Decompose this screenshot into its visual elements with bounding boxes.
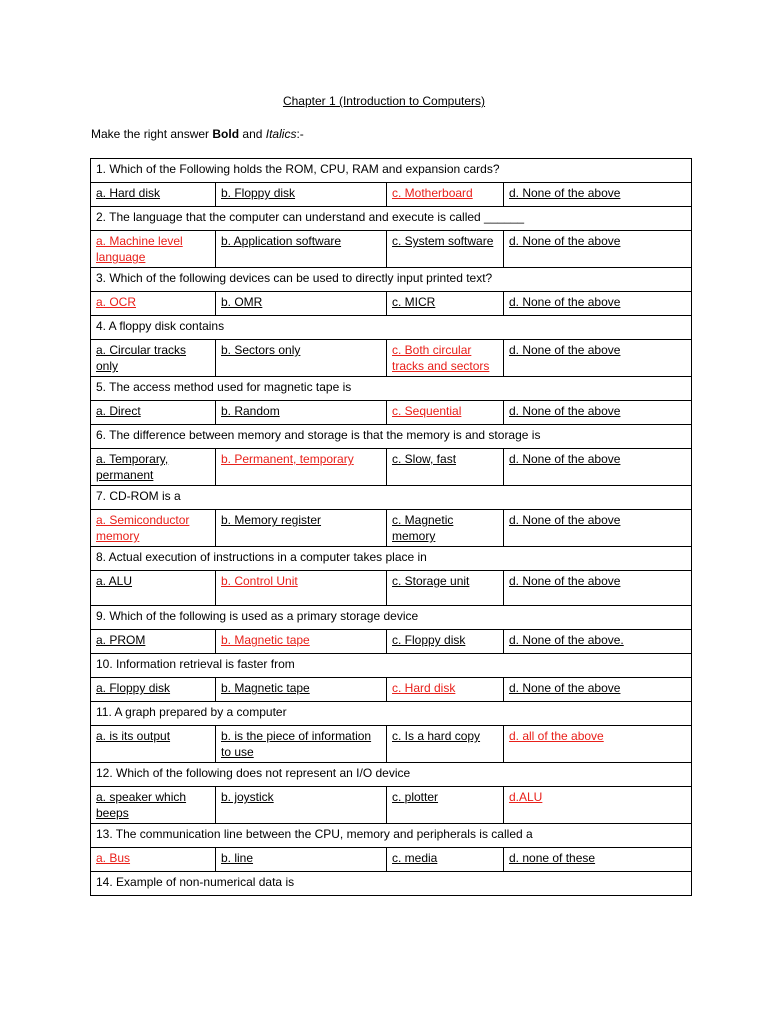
answer-option-label: c. plotter [392,790,439,804]
answer-row [91,183,692,207]
question-row [91,207,692,231]
question-text: 6. The difference between memory and storage is that the memory is and storage is [91,425,692,449]
answer-option[interactable] [504,231,692,268]
answer-option[interactable] [216,401,387,425]
answer-option-label: d. None of the above [509,513,621,527]
answer-option-label: b. Floppy disk [221,186,296,200]
answer-option[interactable] [91,787,216,824]
question-row [91,268,692,292]
question-row [91,547,692,571]
answer-option[interactable] [91,183,216,207]
answer-option[interactable] [91,449,216,486]
answer-option[interactable] [91,571,216,606]
answer-option[interactable] [504,183,692,207]
question-text: 1. Which of the Following holds the ROM, CPU, RAM and expansion cards? [91,159,692,183]
answer-option[interactable] [216,726,387,763]
answer-option-label: d. None of the above [509,404,621,418]
answer-option-label: d. None of the above [509,574,621,588]
answer-option-correct[interactable] [91,848,216,872]
answer-option-label: d. all of the above [509,729,604,743]
answer-option[interactable] [216,340,387,377]
answer-option-label: a. OCR [96,295,137,309]
answer-option-label: c. Both circular tracks and sectors [392,343,490,373]
question-row [91,316,692,340]
answer-option-label: c. Motherboard [392,186,473,200]
answer-row [91,726,692,763]
answer-option-label: b. Magnetic tape [221,633,310,647]
answer-option[interactable] [504,401,692,425]
answer-option-correct[interactable] [91,231,216,268]
answer-option-label: b. Control Unit [221,574,298,588]
answer-row [91,571,692,606]
answer-option-label: d. none of these [509,851,596,865]
answer-option-label: c. Floppy disk [392,633,466,647]
answer-option-label: d. None of the above [509,452,621,466]
answer-option[interactable] [91,678,216,702]
answer-option-label: c. Slow, fast [392,452,457,466]
answer-option-label: c. Storage unit [392,574,470,588]
answer-option-label: d. None of the above. [509,633,624,647]
quiz-table [90,158,692,896]
answer-row [91,630,692,654]
answer-row [91,449,692,486]
answer-option-label: d. None of the above [509,295,621,309]
answer-option-correct[interactable] [387,183,504,207]
answer-option[interactable] [91,401,216,425]
instruction-italic: Italics [265,127,297,141]
answer-row [91,401,692,425]
answer-option[interactable] [504,292,692,316]
answer-row [91,340,692,377]
answer-option[interactable] [387,231,504,268]
answer-option[interactable] [216,510,387,547]
question-row [91,763,692,787]
answer-option-label: a. Temporary, permanent [96,452,169,482]
answer-option-correct[interactable] [504,787,692,824]
question-text: 14. Example of non-numerical data is [91,872,692,896]
question-text: 7. CD-ROM is a [91,486,692,510]
answer-option[interactable] [387,571,504,606]
answer-option[interactable] [387,787,504,824]
question-row [91,159,692,183]
answer-row [91,787,692,824]
answer-option[interactable] [504,340,692,377]
question-row [91,824,692,848]
answer-option-label: a. Bus [96,851,131,865]
answer-option-correct[interactable] [387,340,504,377]
answer-option[interactable] [504,449,692,486]
answer-row [91,678,692,702]
question-text: 2. The language that the computer can understand and execute is called ______ [91,207,692,231]
answer-option-label: a. Direct [96,404,141,418]
answer-option-label: d.ALU [509,790,543,804]
answer-option-label: b. Application software [221,234,342,248]
answer-option-correct[interactable] [387,678,504,702]
question-row [91,872,692,896]
answer-option[interactable] [216,787,387,824]
answer-option[interactable] [504,630,692,654]
answer-option-label: b. joystick [221,790,274,804]
answer-option[interactable] [387,848,504,872]
answer-option-label: c. Sequential [392,404,462,418]
question-text: 3. Which of the following devices can be used to directly input printed text? [91,268,692,292]
instruction-bold: Bold [212,127,240,141]
answer-option[interactable] [216,848,387,872]
answer-option[interactable] [387,292,504,316]
question-text: 5. The access method used for magnetic tape is [91,377,692,401]
answer-option[interactable] [504,510,692,547]
answer-option[interactable] [504,678,692,702]
instruction-prefix: Make the right answer [91,127,213,141]
answer-option[interactable] [504,571,692,606]
answer-option[interactable] [91,726,216,763]
answer-option-label: b. Random [221,404,280,418]
answer-option-label: c. Is a hard copy [392,729,481,743]
answer-option-label: a. Hard disk [96,186,161,200]
answer-option[interactable] [91,630,216,654]
answer-option-label: c. media [392,851,438,865]
answer-option-label: b. Memory register [221,513,322,527]
answer-option-correct[interactable] [91,510,216,547]
answer-option-label: c. Hard disk [392,681,456,695]
answer-option[interactable] [216,292,387,316]
answer-option-correct[interactable] [504,726,692,763]
answer-option[interactable] [91,340,216,377]
answer-option-label: a. ALU [96,574,133,588]
question-row [91,486,692,510]
answer-option-correct[interactable] [387,401,504,425]
answer-option-correct[interactable] [216,630,387,654]
answer-option[interactable] [387,449,504,486]
page-title: Chapter 1 (Introduction to Computers) [282,94,486,108]
answer-option[interactable] [387,630,504,654]
answer-option-label: a. PROM [96,633,146,647]
question-text: 9. Which of the following is used as a primary storage device [91,606,692,630]
question-text: 10. Information retrieval is faster from [91,654,692,678]
answer-row [91,292,692,316]
answer-option-label: d. None of the above [509,681,621,695]
answer-option-label: a. Semiconductor memory [96,513,190,543]
answer-option-label: b. OMR [221,295,263,309]
answer-option-label: b. is the piece of information to use [221,729,372,759]
question-text: 4. A floppy disk contains [91,316,692,340]
answer-option-label: c. Magnetic memory [392,513,454,543]
answer-option-correct[interactable] [216,571,387,606]
answer-option-correct[interactable] [91,292,216,316]
answer-option-label: a. Floppy disk [96,681,171,695]
question-text: 12. Which of the following does not represent an I/O device [91,763,692,787]
question-text: 13. The communication line between the CPU, memory and peripherals is called a [91,824,692,848]
answer-option-label: c. MICR [392,295,436,309]
question-row [91,425,692,449]
quiz-body [91,159,692,896]
answer-option-label: d. None of the above [509,186,621,200]
answer-option[interactable] [216,231,387,268]
answer-option-label: b. line [221,851,254,865]
answer-option-label: a. Machine level language [96,234,183,264]
instruction-line [91,127,304,141]
answer-option-label: d. None of the above [509,343,621,357]
answer-option[interactable] [504,848,692,872]
answer-option-label: b. Sectors only [221,343,301,357]
answer-option[interactable] [387,510,504,547]
instruction-and: and [239,127,266,141]
question-text: 8. Actual execution of instructions in a computer takes place in [91,547,692,571]
answer-option-label: d. None of the above [509,234,621,248]
answer-option[interactable] [216,678,387,702]
answer-row [91,231,692,268]
question-row [91,654,692,678]
instruction-suffix: :- [296,127,304,141]
answer-option-label: a. is its output [96,729,171,743]
answer-option-correct[interactable] [216,449,387,486]
answer-row [91,510,692,547]
question-row [91,377,692,401]
question-row [91,606,692,630]
question-row [91,702,692,726]
answer-row [91,848,692,872]
answer-option-label: c. System software [392,234,494,248]
question-text: 11. A graph prepared by a computer [91,702,692,726]
answer-option[interactable] [216,183,387,207]
answer-option-label: b. Magnetic tape [221,681,310,695]
answer-option-label: a. Circular tracks only [96,343,187,373]
answer-option[interactable] [387,726,504,763]
answer-option-label: b. Permanent, temporary [221,452,354,466]
answer-option-label: a. speaker which beeps [96,790,187,820]
